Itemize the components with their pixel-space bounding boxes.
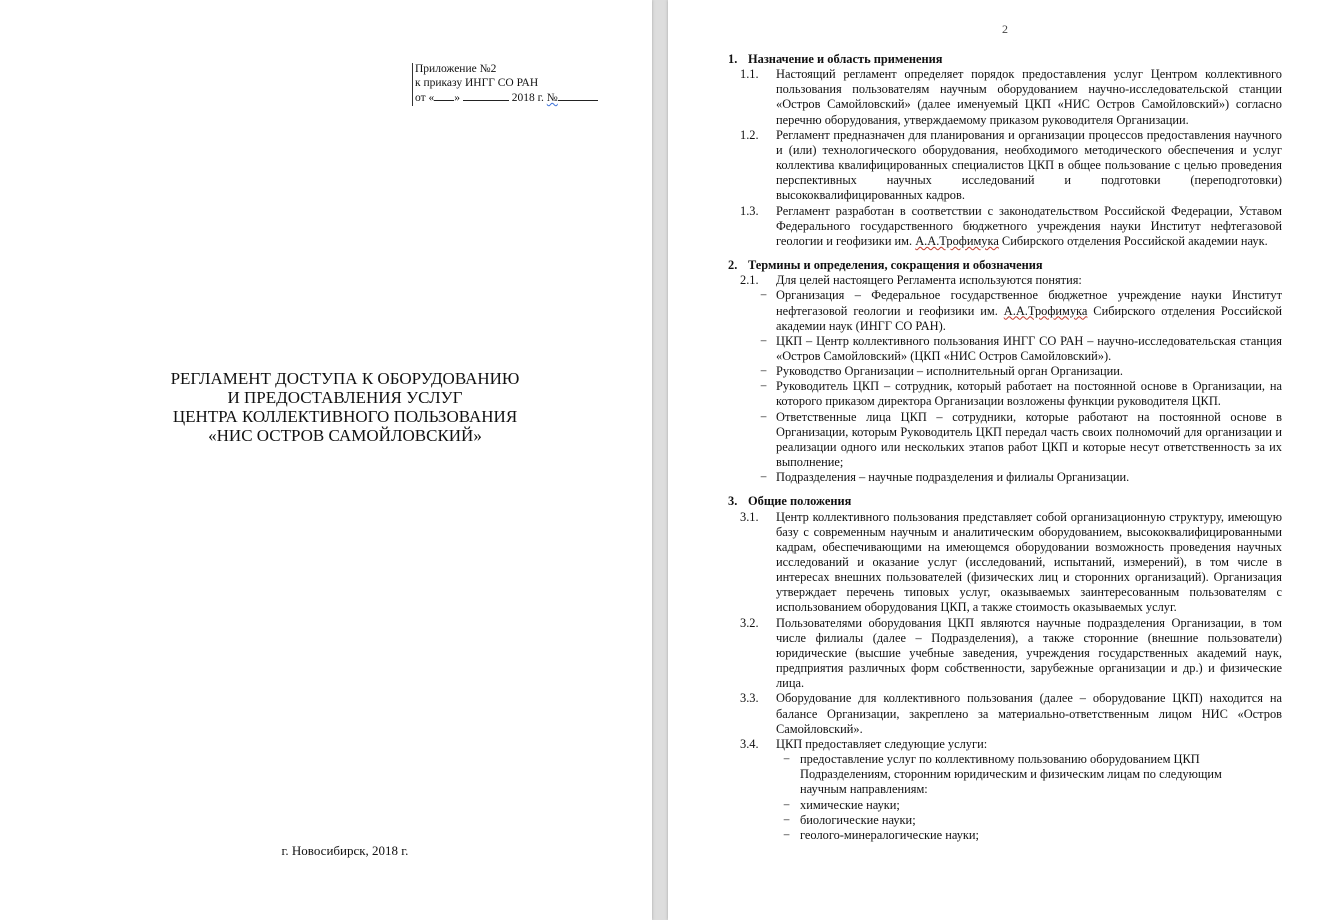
appendix-line-1: Приложение №2	[415, 63, 497, 75]
title-line-3: ЦЕНТРА КОЛЛЕКТИВНОГО ПОЛЬЗОВАНИЯ	[172, 407, 518, 426]
spellcheck-word: А.А.Трофимука	[915, 233, 999, 248]
service-dash-item	[728, 798, 1282, 813]
dash-item	[728, 470, 1282, 485]
service-dash-item	[728, 813, 1282, 828]
item-number: 3.4.	[740, 736, 759, 751]
item-text: Регламент предназначен для планирования и организации процессов предоставления научного и (или) технологического оборудования, необходимого методического обеспечения и услуг коллектива квалифицированных специалистов ЦКП в общее пользование с целью проведения перспективных научных исследований и подготовки (переподготовки) высококвалифицированных кадров.	[776, 127, 1282, 203]
section-title: Назначение и область применения	[748, 52, 943, 66]
section-number: 3.	[728, 494, 738, 509]
number-blank	[558, 90, 598, 101]
item-text	[776, 204, 1282, 249]
dash-item	[728, 334, 1282, 364]
document-page-2	[668, 0, 1319, 920]
day-blank	[434, 90, 454, 101]
dash-text	[776, 288, 1282, 333]
document-page-1	[0, 0, 652, 920]
item-text-part: Регламент разработан в соответствии с законодательством Российской Федерации, Уставом Федерального государственного бюджетного учреждения науки Институт нефтегазовой геологии и геофизики им.	[776, 203, 1282, 248]
dash-marker: −	[760, 364, 767, 379]
dash-text: ЦКП – Центр коллективного пользования ИНГГ СО РАН – научно-исследовательская станция «Остров Самойловский» (ЦКП «НИС Остров Самойловский»).	[776, 333, 1282, 363]
dash-text-part: Организация – Федеральное государственное бюджетное учреждение науки Институт нефтегазовой геологии и геофизики им.	[776, 288, 1282, 318]
section-title: Общие положения	[748, 494, 852, 509]
list-item	[728, 128, 1282, 204]
list-item	[728, 510, 1282, 616]
dash-item	[728, 379, 1282, 409]
dash-marker: −	[760, 379, 767, 394]
item-number: 1.2.	[740, 127, 759, 142]
dash-item	[728, 288, 1282, 333]
item-text: Пользователями оборудования ЦКП являются научные подразделения Организации, в том числе филиалы (далее – Подразделения), а также сторонние (внешние пользователи) юридические (высшие учебные заведения, учреждения государственных академий наук, предприятия различных форм собственности, зарубежные организации и др.) и физические лица.	[776, 615, 1282, 691]
dash-marker: −	[760, 409, 767, 424]
dash-marker: −	[760, 288, 767, 303]
dash-marker: −	[783, 812, 790, 827]
item-text-part: Сибирского отделения Российской академии наук.	[998, 233, 1268, 248]
service-dash-item	[728, 752, 1282, 797]
dash-marker: −	[760, 470, 767, 485]
appendix-date-mid: »	[454, 92, 463, 104]
page-number: 2	[1002, 22, 1008, 36]
service-dash-item	[728, 828, 1282, 843]
item-text: Для целей настоящего Регламента используются понятия:	[776, 273, 1082, 288]
spellcheck-word: А.А.Трофимука	[1003, 303, 1088, 318]
section-number: 2.	[728, 258, 738, 273]
dash-text: Руководитель ЦКП – сотрудник, который работает на постоянной основе в Организации, на которого приказом директора Организации возложены функции руководителя ЦКП.	[776, 379, 1282, 409]
list-item	[728, 737, 1282, 752]
dash-item	[728, 410, 1282, 471]
list-item	[728, 67, 1282, 128]
dash-marker: −	[783, 752, 790, 767]
item-number: 3.3.	[740, 691, 759, 706]
month-blank	[463, 90, 509, 101]
item-number: 1.1.	[740, 67, 759, 82]
list-item	[728, 691, 1282, 736]
dash-text: химические науки;	[800, 797, 900, 812]
dash-text: Ответственные лица ЦКП – сотрудники, которые работают на постоянной основе в Организации, которым Руководитель ЦКП передал часть своих полномочий для организации и реализации одного или нескольких этапов работ ЦКП и которые несут ответственность за их выполнение;	[776, 409, 1282, 470]
title-line-2: И ПРЕДОСТАВЛЕНИЯ УСЛУГ	[227, 388, 463, 407]
appendix-line-3	[415, 90, 598, 106]
section-number: 1.	[728, 52, 738, 66]
appendix-number-sign: №	[546, 92, 558, 104]
item-text: ЦКП предоставляет следующие услуги:	[776, 736, 988, 751]
list-item	[728, 204, 1282, 249]
document-title	[0, 369, 652, 445]
title-line-4: «НИС ОСТРОВ САМОЙЛОВСКИЙ»	[208, 426, 482, 445]
dash-text: геолого-минералогические науки;	[800, 827, 979, 842]
section-title: Термины и определения, сокращения и обозначения	[748, 258, 1043, 273]
dash-text: биологические науки;	[800, 812, 916, 827]
dash-marker: −	[783, 827, 790, 842]
section-heading	[728, 258, 1282, 273]
item-number: 1.3.	[740, 203, 759, 218]
item-number: 2.1.	[740, 273, 759, 288]
dash-text: предоставление услуг по коллективному пользованию оборудованием ЦКП Подразделениям, сторонним юридическим и физическим лицам по следующим научным направлениям:	[800, 752, 1222, 797]
appendix-line-2: к приказу ИНГГ СО РАН	[415, 76, 539, 89]
section-heading	[728, 494, 1282, 509]
city-year: г. Новосибирск, 2018 г.	[281, 843, 409, 858]
appendix-note	[412, 63, 598, 106]
item-number: 3.2.	[740, 615, 759, 630]
title-line-1: РЕГЛАМЕНТ ДОСТУПА К ОБОРУДОВАНИЮ	[170, 369, 520, 388]
dash-text-part: Сибирского отделения Российской академии наук (ИНГГ СО РАН).	[776, 303, 1282, 333]
list-item	[728, 616, 1282, 692]
section-heading	[728, 52, 1282, 67]
dash-item	[728, 364, 1282, 379]
appendix-date-prefix: от «	[415, 92, 435, 104]
appendix-year: 2018 г.	[508, 92, 547, 104]
item-text: Настоящий регламент определяет порядок предоставления услуг Центром коллективного пользования пользователям научным оборудованием научно-исследовательской станции «Остров Самойловский» (далее именуемый ЦКП «НИС Остров Самойловский») согласно перечню оборудования, утверждаемому приказом руководителя Организации.	[776, 67, 1282, 127]
dash-text: Руководство Организации – исполнительный орган Организации.	[776, 364, 1123, 379]
item-text: Центр коллективного пользования представляет собой организационную структуру, имеющую базу с современным научным и аналитическим оборудованием, высококвалифицированными кадрам, обеспечивающими на имеющемся оборудовании возможность проведения научных исследований и оказание услуг (исследований, испытаний, измерений), в том числе в интересах внешних пользователей (физических лиц и сторонних организаций). Организация утверждает перечень типовых услуг, оказываемых заинтересованным пользователям с использованием оборудования ЦКП, а также стоимость оказываемых услуг.	[776, 509, 1282, 615]
dash-marker: −	[760, 333, 767, 348]
item-text: Оборудование для коллективного пользования (далее – оборудование ЦКП) находится на балансе Организации, закреплено за материально-ответственным лицом НИС «Остров Самойловский».	[776, 691, 1282, 736]
dash-marker: −	[783, 797, 790, 812]
item-number: 3.1.	[740, 509, 759, 524]
list-item	[728, 273, 1282, 288]
dash-text: Подразделения – научные подразделения и филиалы Организации.	[776, 470, 1130, 485]
page-content	[728, 52, 1282, 843]
